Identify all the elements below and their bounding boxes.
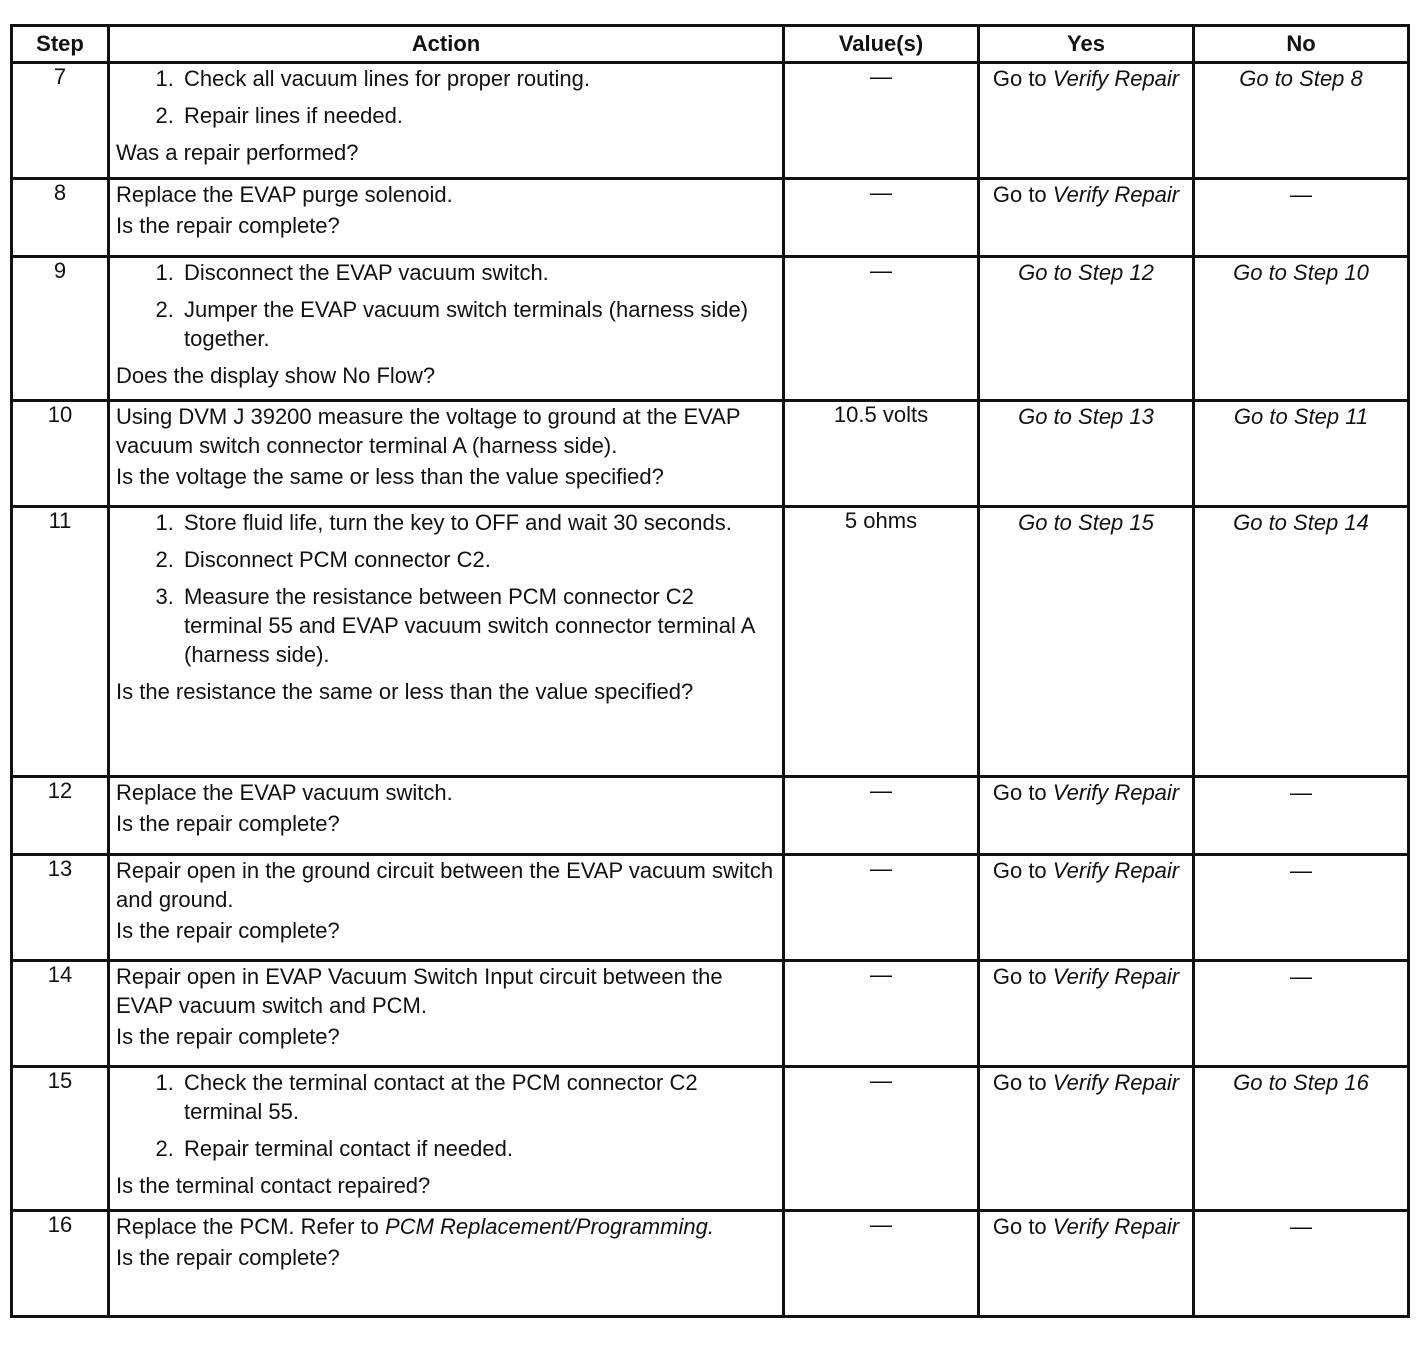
header-step: Step	[12, 26, 109, 63]
header-row	[12, 26, 1409, 63]
table-row	[12, 401, 1409, 507]
action-question: Was a repair performed?	[116, 140, 359, 165]
action-question: Is the repair complete?	[116, 213, 340, 238]
no-next-step: Go to Step 16	[1233, 1070, 1369, 1095]
action-question: Is the repair complete?	[116, 811, 340, 836]
action-text-main: Replace the PCM. Refer to	[116, 1214, 379, 1239]
verify-repair-reference: Verify Repair	[1052, 182, 1180, 207]
value-cell: 5 ohms	[784, 507, 979, 777]
action-text	[116, 962, 776, 1020]
action-text-suffix: .	[707, 1214, 714, 1239]
verify-repair-reference: Verify Repair	[1052, 780, 1180, 805]
yes-cell	[979, 1067, 1194, 1211]
action-question: Is the repair complete?	[116, 918, 340, 943]
step-number: 7	[12, 63, 109, 179]
no-next-step: —	[1290, 858, 1312, 883]
action-steps-list	[116, 508, 776, 669]
action-question: Does the display show No Flow?	[116, 363, 436, 388]
action-question: Is the voltage the same or less than the value specified?	[116, 464, 664, 489]
procedure-reference: PCM Replacement/Programming	[385, 1214, 708, 1239]
action-cell	[109, 179, 784, 257]
no-cell	[1194, 257, 1409, 401]
action-text-main: Replace the EVAP vacuum switch.	[116, 780, 453, 805]
yes-cell	[979, 507, 1194, 777]
value-cell: —	[784, 1067, 979, 1211]
action-step: 2. Disconnect PCM connector C2.	[180, 545, 776, 574]
action-text-main: Using DVM J 39200 measure the voltage to ground at the EVAP vacuum switch connector terminal A (harness side).	[116, 404, 741, 458]
action-step: 1. Store fluid life, turn the key to OFF and wait 30 seconds.	[180, 508, 776, 537]
verify-repair-reference: Verify Repair	[1052, 858, 1180, 883]
action-cell	[109, 961, 784, 1067]
yes-next-step: Go to Step 12	[1018, 260, 1154, 285]
yes-prefix: Go to	[992, 66, 1047, 91]
action-question: Is the repair complete?	[116, 1024, 340, 1049]
action-cell	[109, 1067, 784, 1211]
action-question: Is the terminal contact repaired?	[116, 1173, 431, 1198]
yes-cell	[979, 855, 1194, 961]
action-text-main: Replace the EVAP purge solenoid.	[116, 182, 453, 207]
table-row	[12, 179, 1409, 257]
step-number: 16	[12, 1211, 109, 1317]
action-text	[116, 856, 776, 914]
yes-cell	[979, 63, 1194, 179]
no-next-step: —	[1290, 1214, 1312, 1239]
action-text	[116, 778, 776, 807]
verify-repair-reference: Verify Repair	[1052, 66, 1180, 91]
no-cell	[1194, 1067, 1409, 1211]
table-row	[12, 1067, 1409, 1211]
verify-repair-reference: Verify Repair	[1052, 1214, 1180, 1239]
value-cell: —	[784, 1211, 979, 1317]
no-next-step: —	[1290, 780, 1312, 805]
action-cell	[109, 1211, 784, 1317]
no-next-step: Go to Step 8	[1239, 66, 1363, 91]
action-text-main: Repair open in the ground circuit between the EVAP vacuum switch and ground.	[116, 858, 774, 912]
step-number: 11	[12, 507, 109, 777]
step-number: 15	[12, 1067, 109, 1211]
action-text	[116, 1212, 776, 1241]
action-steps-list	[116, 1068, 776, 1163]
action-text-main: Repair open in EVAP Vacuum Switch Input circuit between the EVAP vacuum switch and PCM.	[116, 964, 723, 1018]
yes-prefix: Go to	[992, 1070, 1047, 1095]
no-cell	[1194, 63, 1409, 179]
value-cell: —	[784, 179, 979, 257]
step-number: 8	[12, 179, 109, 257]
verify-repair-reference: Verify Repair	[1052, 964, 1180, 989]
yes-cell	[979, 961, 1194, 1067]
step-number: 14	[12, 961, 109, 1067]
yes-cell	[979, 401, 1194, 507]
action-steps-list	[116, 64, 776, 130]
yes-next-step: Go to Step 13	[1018, 404, 1154, 429]
header-yes: Yes	[979, 26, 1194, 63]
yes-prefix: Go to	[992, 964, 1047, 989]
action-step: 3. Measure the resistance between PCM connector C2 terminal 55 and EVAP vacuum switch connector terminal A (harness side).	[180, 582, 776, 669]
action-question: Is the resistance the same or less than the value specified?	[116, 679, 694, 704]
yes-cell	[979, 1211, 1194, 1317]
no-cell	[1194, 179, 1409, 257]
no-cell	[1194, 855, 1409, 961]
no-next-step: Go to Step 10	[1233, 260, 1369, 285]
action-cell	[109, 257, 784, 401]
action-cell	[109, 855, 784, 961]
action-cell	[109, 777, 784, 855]
yes-prefix: Go to	[992, 780, 1047, 805]
step-number: 13	[12, 855, 109, 961]
value-cell: —	[784, 257, 979, 401]
verify-repair-reference: Verify Repair	[1052, 1070, 1180, 1095]
yes-prefix: Go to	[992, 858, 1047, 883]
value-cell: 10.5 volts	[784, 401, 979, 507]
diagnostic-table	[10, 24, 1410, 1318]
no-cell	[1194, 777, 1409, 855]
no-next-step: Go to Step 11	[1233, 404, 1369, 429]
no-next-step: —	[1290, 964, 1312, 989]
value-cell: —	[784, 777, 979, 855]
yes-prefix: Go to	[992, 182, 1047, 207]
yes-cell	[979, 179, 1194, 257]
action-question: Is the repair complete?	[116, 1245, 340, 1270]
yes-prefix: Go to	[992, 1214, 1047, 1239]
step-number: 12	[12, 777, 109, 855]
yes-next-step: Go to Step 15	[1018, 510, 1154, 535]
step-number: 10	[12, 401, 109, 507]
no-next-step: —	[1290, 182, 1312, 207]
step-number: 9	[12, 257, 109, 401]
no-cell	[1194, 507, 1409, 777]
action-step: 1. Check the terminal contact at the PCM connector C2 terminal 55.	[180, 1068, 776, 1126]
table-row	[12, 257, 1409, 401]
table-row	[12, 63, 1409, 179]
action-step: 1. Disconnect the EVAP vacuum switch.	[180, 258, 776, 287]
action-step: 2. Jumper the EVAP vacuum switch terminals (harness side) together.	[180, 295, 776, 353]
value-cell: —	[784, 961, 979, 1067]
action-steps-list	[116, 258, 776, 353]
table-row	[12, 777, 1409, 855]
table-row	[12, 961, 1409, 1067]
action-text	[116, 180, 776, 209]
value-cell: —	[784, 63, 979, 179]
no-cell	[1194, 401, 1409, 507]
table-row	[12, 855, 1409, 961]
action-step: 2. Repair lines if needed.	[180, 101, 776, 130]
no-next-step: Go to Step 14	[1233, 510, 1369, 535]
action-text	[116, 402, 776, 460]
table-row	[12, 507, 1409, 777]
yes-cell	[979, 257, 1194, 401]
no-cell	[1194, 961, 1409, 1067]
header-no: No	[1194, 26, 1409, 63]
no-cell	[1194, 1211, 1409, 1317]
action-step: 2. Repair terminal contact if needed.	[180, 1134, 776, 1163]
action-cell	[109, 507, 784, 777]
header-values: Value(s)	[784, 26, 979, 63]
value-cell: —	[784, 855, 979, 961]
action-cell	[109, 401, 784, 507]
action-step: 1. Check all vacuum lines for proper routing.	[180, 64, 776, 93]
header-action: Action	[109, 26, 784, 63]
yes-cell	[979, 777, 1194, 855]
table-row	[12, 1211, 1409, 1317]
action-cell	[109, 63, 784, 179]
